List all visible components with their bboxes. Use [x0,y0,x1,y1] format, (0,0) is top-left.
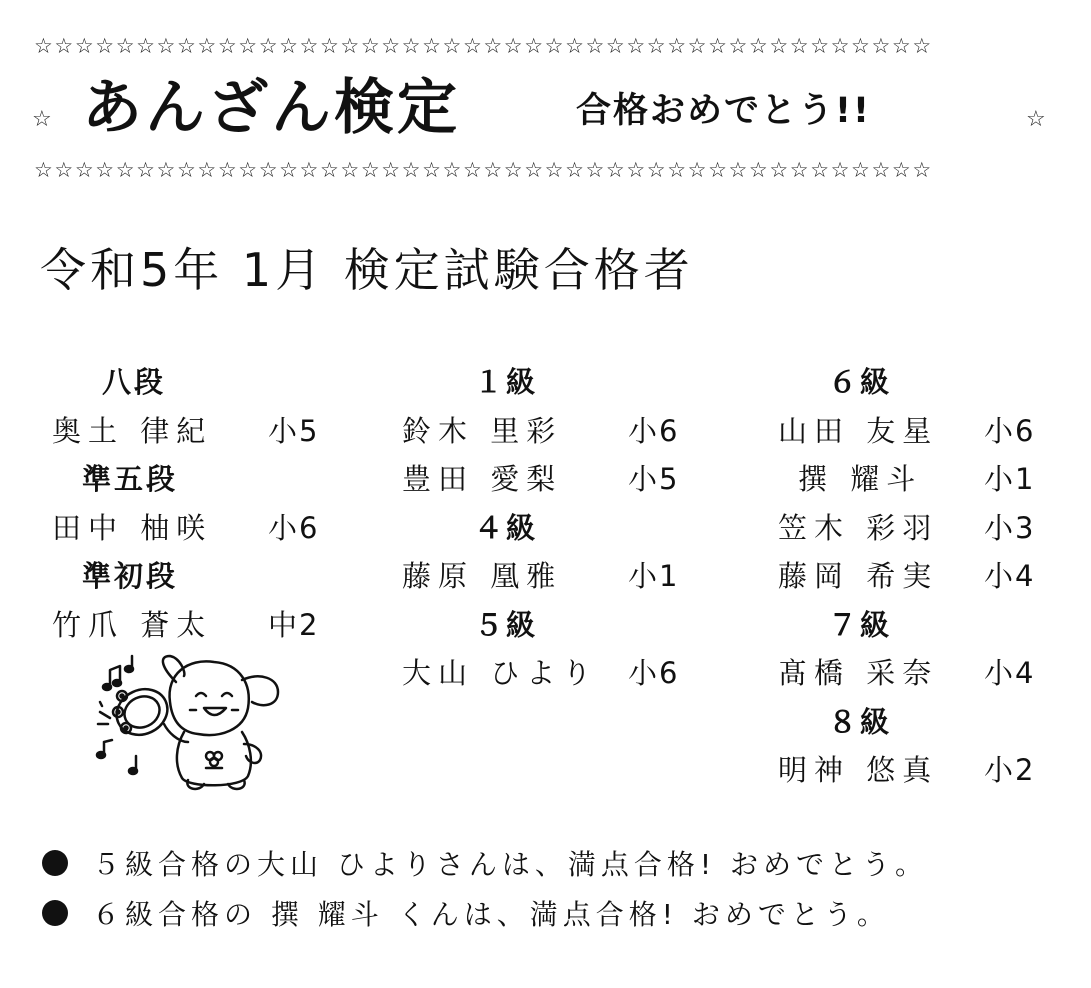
note-text: ５級合格の大山 ひよりさんは、満点合格! おめでとう。 [92,848,929,881]
dog-icon [163,656,278,789]
passer-school-grade: 小5 [268,413,320,448]
grade-heading: 準五段 [82,462,179,496]
passer-name: 笠木 彩羽 [778,510,939,545]
passer-name: 鈴木 里彩 [402,413,563,448]
grade-heading: ６級 [828,365,893,399]
passer-name: 奥土 律紀 [52,413,213,448]
notes-section [42,840,928,940]
bullet-icon [42,900,68,926]
mascot-dog-icon [92,652,292,792]
grade-heading: ５級 [474,607,539,642]
grade-heading: 八段 [102,365,167,399]
passer-row [402,649,680,698]
passer-name: 大山 ひより [402,656,599,690]
passer-row [778,504,1036,553]
passer-name: 明神 悠真 [778,753,939,787]
passer-school-grade: 小4 [984,656,1036,690]
grade-heading: 準初段 [82,559,179,593]
passer-row [778,407,1036,456]
note-item [42,890,928,940]
results-column-3 [778,358,1036,795]
passer-row [52,504,320,553]
tambourine-icon [109,681,175,743]
passer-row [52,601,320,650]
grade-heading: ８級 [828,704,893,739]
passer-name: 藤原 凰雅 [402,559,563,593]
passer-row [778,455,1036,504]
passer-name: 竹爪 蒼太 [52,607,213,642]
passer-school-grade: 小6 [628,656,680,690]
passer-name: 髙橋 采奈 [778,656,939,690]
passer-school-grade: 小1 [984,462,1036,496]
passer-school-grade: 小1 [628,559,680,593]
page-title: 令和5年 1月 検定試験合格者 [40,243,694,297]
grade-heading: ４級 [474,510,539,545]
passer-row [402,407,680,456]
grade-heading: ７級 [828,607,893,642]
passer-school-grade: 小2 [984,753,1036,787]
right-star-icon: ☆ [1026,107,1046,132]
congratulations-text: 合格おめでとう!! [576,91,871,131]
passer-school-grade: 小3 [984,510,1036,545]
passer-name: 撰 耀斗 [798,462,923,496]
passer-school-grade: 中2 [268,607,320,642]
passer-row [778,746,1036,795]
grade-heading: １級 [474,365,539,399]
results-column-2 [402,358,680,698]
bottom-star-border: ☆☆☆☆☆☆☆☆☆☆☆☆☆☆☆☆☆☆☆☆☆☆☆☆☆☆☆☆☆☆☆☆☆☆☆☆☆☆☆☆☆☆☆☆ [34,158,933,182]
passer-name: 山田 友星 [778,413,939,448]
passer-school-grade: 小6 [984,413,1036,448]
top-star-border: ☆☆☆☆☆☆☆☆☆☆☆☆☆☆☆☆☆☆☆☆☆☆☆☆☆☆☆☆☆☆☆☆☆☆☆☆☆☆☆☆☆☆☆☆ [34,34,933,58]
passer-name: 田中 柚咲 [52,510,213,545]
passer-name: 豊田 愛梨 [402,462,563,496]
passer-school-grade: 小6 [628,413,680,448]
passer-row [778,552,1036,601]
results-column-1 [52,358,320,649]
brand-title: あんざん検定 [82,73,460,143]
passer-row [402,552,680,601]
passer-row [778,649,1036,698]
passer-row [52,407,320,456]
passer-school-grade: 小4 [984,559,1036,593]
left-star-icon: ☆ [32,107,52,132]
passer-row [402,455,680,504]
passer-school-grade: 小6 [268,510,320,545]
passer-school-grade: 小5 [628,462,680,496]
note-text: ６級合格の 撰 耀斗 くんは、満点合格! おめでとう。 [92,898,890,931]
passer-name: 藤岡 希実 [778,559,939,593]
bullet-icon [42,850,68,876]
note-item [42,840,928,890]
